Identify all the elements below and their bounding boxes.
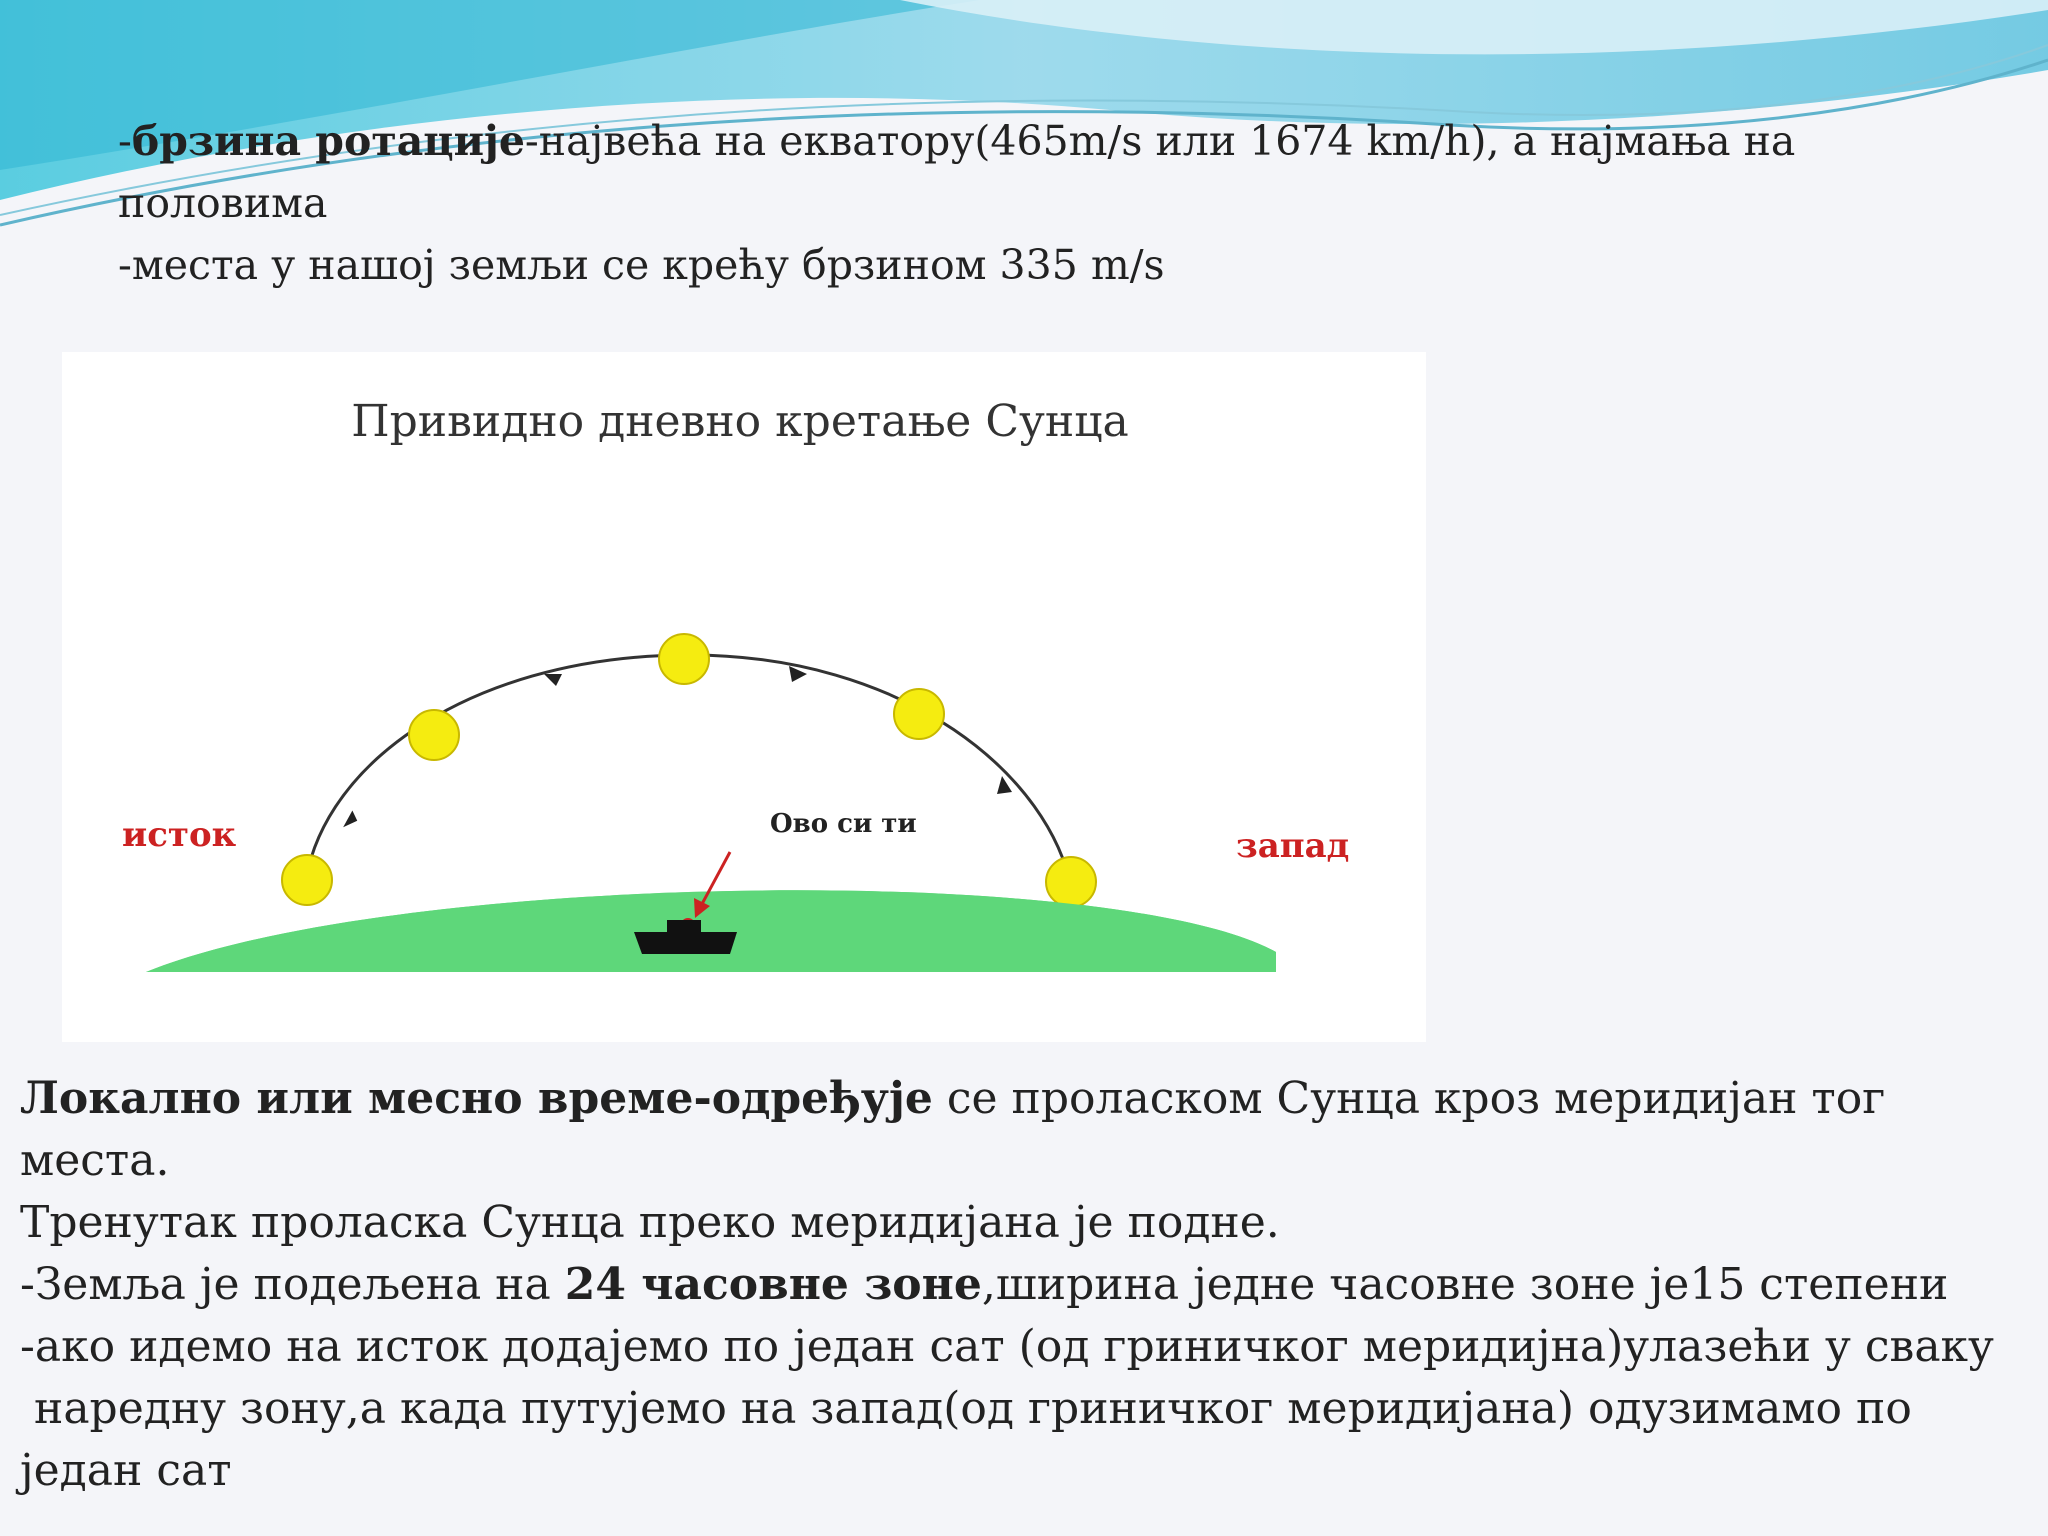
west-rule-line: наредну зону,а када путујемо на запад(од гриничког меридијана) одузимамо по — [20, 1383, 1912, 1434]
intro-text-block — [118, 110, 2018, 296]
sun-arc-path — [304, 655, 1072, 897]
east-rule-line: -ако идемо на исток додајемо по један сат (од гриничког меридијна)улазећи у сваку — [20, 1321, 1994, 1372]
rotation-speed-term: брзина ротације — [131, 117, 525, 165]
rotation-speed-desc: -највећа на екватору(465m/s или 1674 km/h), а најмања на — [524, 117, 1796, 165]
label-east: исток — [122, 815, 237, 855]
sun-icon — [894, 689, 944, 739]
boat-cabin — [667, 920, 701, 933]
boat-icon — [634, 932, 737, 954]
local-time-term: Локално или месно време-одређује — [20, 1073, 933, 1124]
sun-icon — [659, 634, 709, 684]
sun-path-diagram — [62, 352, 1426, 1042]
figure-title: Привидно дневно кретање Сунца — [351, 396, 1129, 447]
zones-after: ,ширина једне часовне зоне је15 степени — [981, 1259, 1949, 1310]
sun-motion-figure — [62, 352, 1426, 1042]
local-time-desc: се проласком Сунца кроз меридијан тог места. — [20, 1073, 1886, 1186]
dash: - — [118, 117, 132, 165]
sun-icon — [282, 855, 332, 905]
local-speed-line: -места у нашој земљи се крећу брзином 335 m/s — [118, 241, 1165, 289]
arrow-icon — [341, 810, 358, 827]
local-time-line — [20, 1068, 2030, 1192]
rotation-speed-line — [118, 110, 2018, 172]
label-west: запад — [1236, 826, 1350, 866]
poles-line: половима — [118, 179, 328, 227]
sun-icon — [409, 710, 459, 760]
time-zones-line — [20, 1254, 2030, 1316]
west-rule-end-line: један сат — [20, 1445, 232, 1496]
zones-before: -Земља је подељена на — [20, 1259, 565, 1310]
label-you: Ово си ти — [770, 809, 917, 839]
arrow-icon — [544, 674, 562, 686]
noon-line: Тренутак проласка Сунца преко меридијана је подне. — [20, 1197, 1280, 1248]
sun-icon — [1046, 857, 1096, 907]
local-time-text-block — [20, 1068, 2030, 1502]
zones-term: 24 часовне зоне — [564, 1259, 982, 1310]
